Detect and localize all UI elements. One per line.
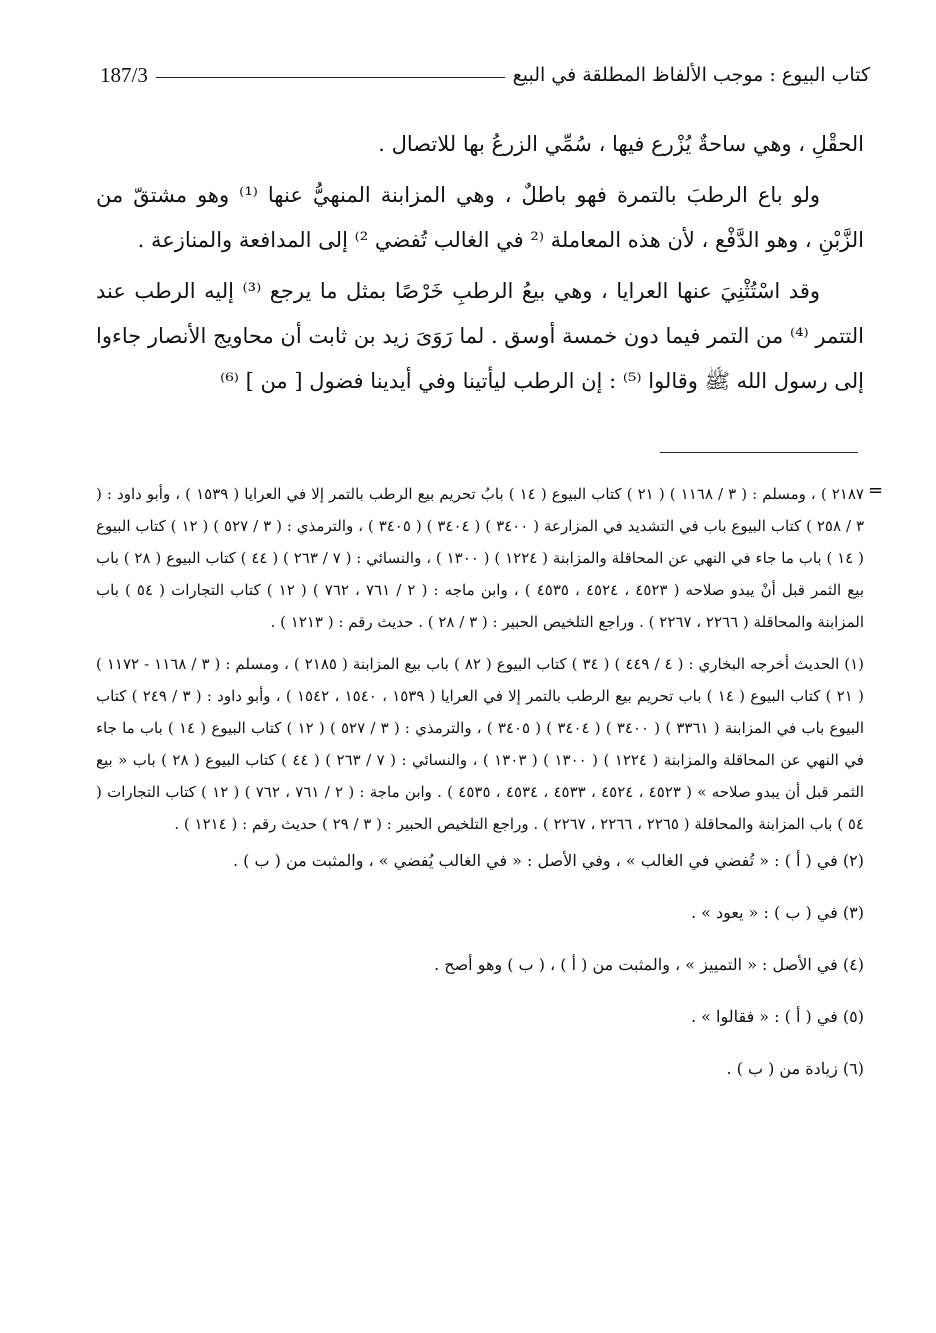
footnote-5: (٥) في ( أ ) : « فقالوا » . (690, 1007, 864, 1026)
continuation-mark: = (868, 480, 884, 501)
main-paragraph-1: الحقْلِ ، وهي ساحةٌ يُزْرع فيها ، سُمِّي الزرعُ بها للاتصال . (378, 132, 864, 156)
footnote-6: (٦) زيادة من ( ب ) . (726, 1059, 864, 1078)
footnotes (96, 478, 864, 1106)
footnote-2: (٢) في ( أ ) : « تُفضي في الغالب » ، وفي الأصل : « في الغالب يُفضي » ، والمثبت من ( ب ) . (232, 851, 864, 870)
page-header (100, 58, 870, 92)
page-number: 187/3 (100, 62, 148, 87)
footnote-1: (١) الحديث أخرجه البخاري : ( ٤ / ٤٤٩ ) ( ٣٤ ) كتاب البيوع ( ٨٢ ) باب بيع المزابنة ( ٢١٨٥ ) ، ومسلم : ( ٣ / ١١٦٨ - ١١٧٢ ) ( ٢١ ) كتاب البيوع ( ١٤ ) باب تحريم بيع الرطب بالتمر إلا في العرايا ( ١٥٣٩ ، ١٥٤٠ ، ١٥٤٢ ) ، وأبو داود : ( ٣ / ٢٤٩ ) كتاب البيوع باب في المزابنة ( ٣٣٦١ ) ( ٣٤٠٠ ) ( ٣٤٠٤ ) ( ٣٤٠٥ ) ، والترمذي : ( ٣ / ٥٢٧ ) ( ١٢ ) كتاب البيوع ( ١٤ ) باب ما جاء في النهي عن المحاقلة والمزابنة ( ١٢٢٤ ) ( ١٣٠٠ ) ( ١٣٠٣ ) ، والنسائي : ( ٧ / ٢٦٣ ) ( ٤٤ ) كتاب البيوع ( ٢٨ ) باب « بيع الثمر قبل أن يبدو صلاحه » ( ٤٥٢٣ ، ٤٥٢٤ ، ٤٥٣٣ ، ٤٥٣٤ ، ٤٥٣٥ ) . وابن ماجة : ( ٢ / ٧٦١ ، ٧٦٢ ) ( ١٢ ) كتاب التجارات ( ٥٤ ) باب المزابنة والمحاقلة ( ٢٢٦٥ ، ٢٢٦٦ ، ٢٢٦٧ ) . وراجع التلخيص الحبير : ( ٣ / ٢٩ ) حديث رقم : ( ١٢١٤ ) . (96, 655, 865, 833)
running-title: كتاب البيوع : موجب الألفاظ المطلقة في البيع (512, 64, 870, 86)
footnote-3: (٣) في ( ب ) : « يعود » . (690, 903, 864, 922)
footnote-separator (660, 452, 858, 453)
main-text (96, 122, 864, 410)
footnote-4: (٤) في الأصل : « التمييز » ، والمثبت من ( أ ) ، ( ب ) وهو أصح . (434, 955, 864, 974)
footnote-continuation: ٢١٨٧ ) ، ومسلم : ( ٣ / ١١٦٨ ) ( ٢١ ) كتاب البيوع ( ١٤ ) بابُ تحريم بيع الرطب بالتمر إلا في العرايا ( ١٥٣٩ ) ، وأبو داود : ( ٣ / ٢٥٨ ) كتاب البيوع باب في التشديد في المزارعة ( ٣٤٠٠ ) ( ٣٤٠٤ ) ( ٣٤٠٥ ) ، والترمذي : ( ٣ / ٥٢٧ ) ( ١٢ ) كتاب البيوع ( ١٤ ) باب ما جاء في النهي عن المحاقلة والمزابنة ( ١٢٢٤ ) ( ١٣٠٠ ) ، والنسائي : ( ٧ / ٢٦٣ ) ( ٤٤ ) كتاب البيوع ( ٢٨ ) باب بيع الثمر قبل أنْ يبدو صلاحه ( ٤٥٢٣ ، ٤٥٢٤ ، ٤٥٣٥ ) ، وابن ماجه : ( ٢ / ٧٦١ ، ٧٦٢ ) ( ١٢ ) كتاب التجارات ( ٥٤ ) باب المزابنة والمحاقلة ( ٢٢٦٦ ، ٢٢٦٧ ) . وراجع التلخيص الحبير : ( ٣ / ٢٨ ) . حديث رقم : ( ١٢١٣ ) . (96, 485, 864, 631)
header-rule (156, 77, 505, 78)
main-paragraph-2: ولو باع الرطبَ بالتمرة فهو باطلٌ ، وهي المزابنة المنهيُّ عنها ⁽¹⁾ وهو مشتقّ من الزَّبْنِ ، وهو الدَّفْع ، لأن هذه المعاملة ⁽² في الغالب تُفضي ²⁾ إلى المدافعة والمنازعة . (96, 183, 864, 252)
main-paragraph-3: وقد اسْتُثْنِيَ عنها العرايا ، وهي بيعُ الرطبِ خَرْصًا بمثل ما يرجع ⁽³⁾ إليه الرطب عند التتمر ⁽⁴⁾ من التمر فيما دون خمسة أوسق . لما رَوَىَ زيد بن ثابت أن محاويج الأنصار جاءوا إلى رسول الله ﷺ وقالوا ⁽⁵⁾ : إن الرطب ليأتينا وفي أيدينا فضول [ من ] ⁽⁶⁾ (96, 279, 865, 393)
